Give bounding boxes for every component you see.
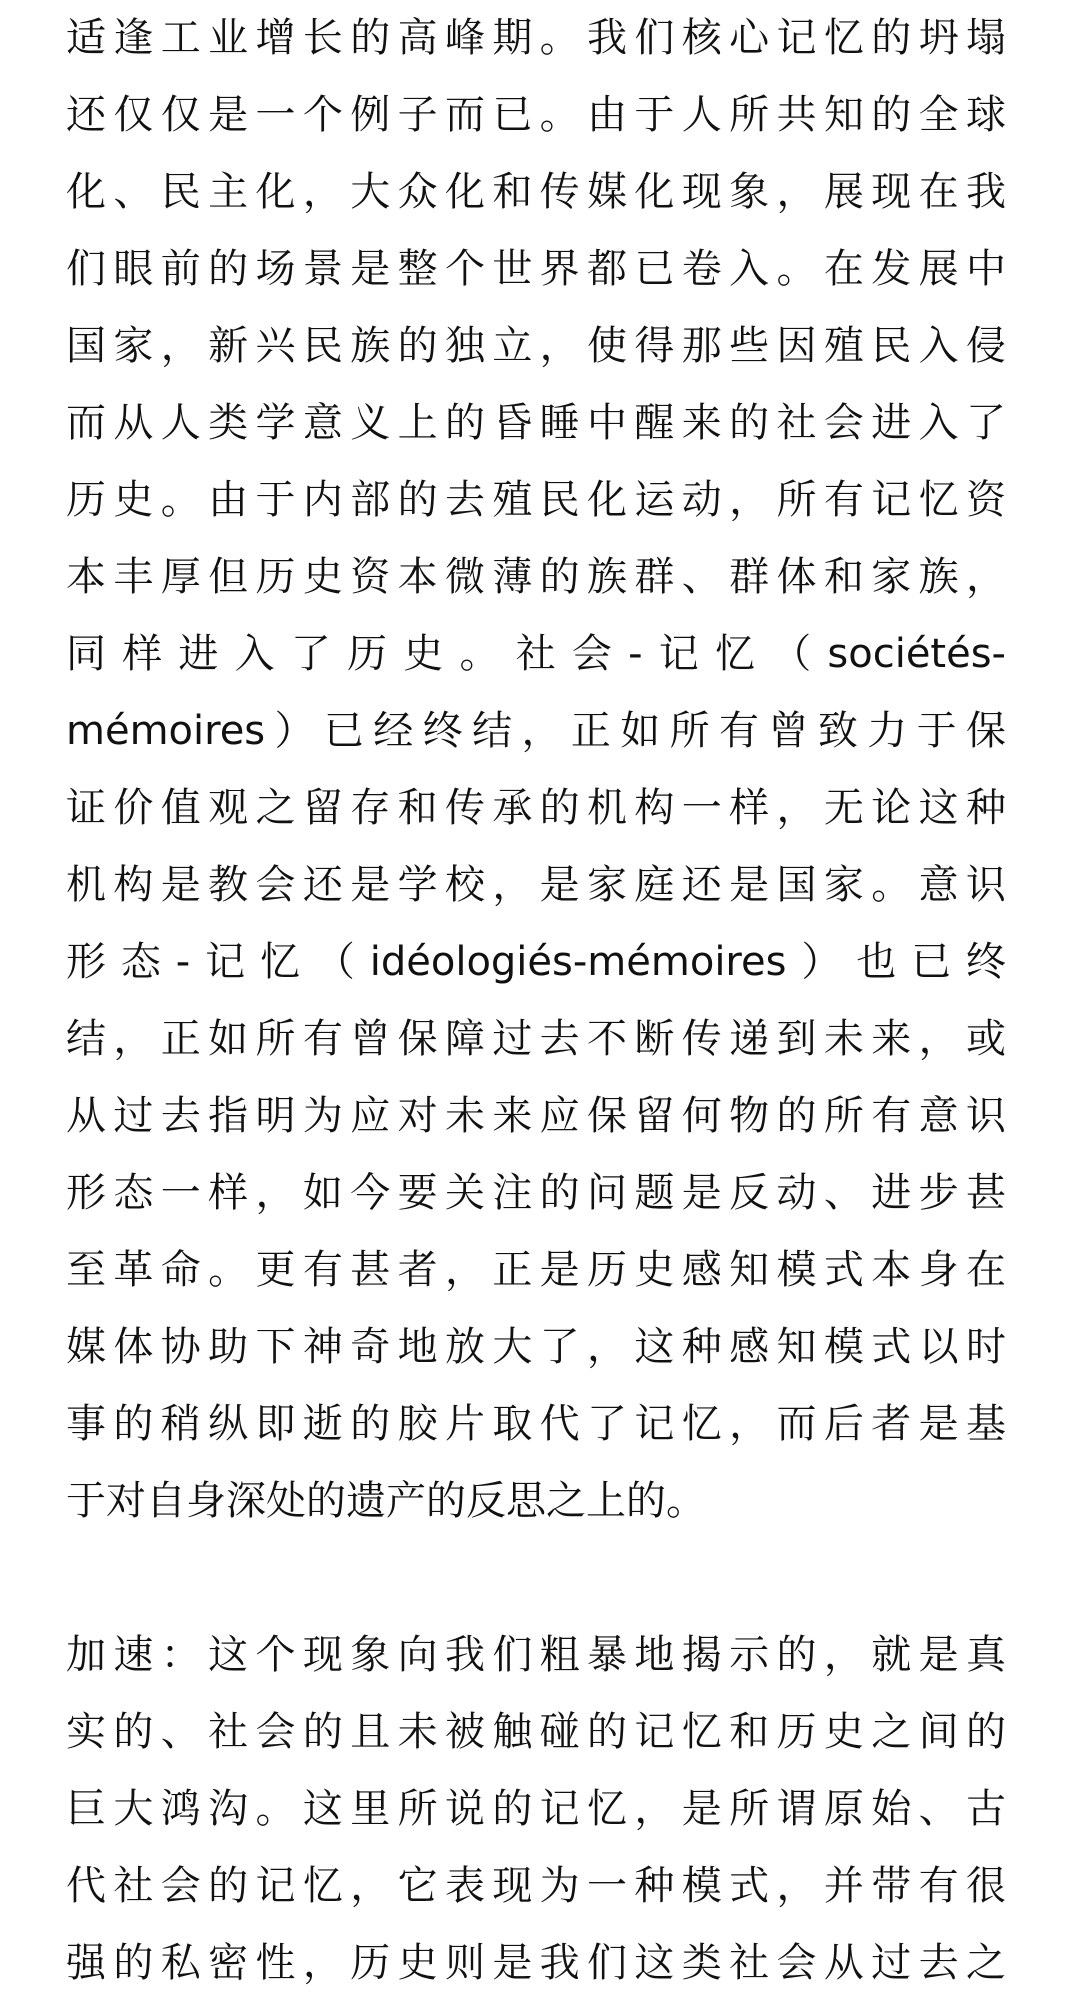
text-line: 形态一样，如今要关注的问题是反动、进步甚 bbox=[66, 1170, 1006, 1216]
paragraph-1 bbox=[66, 0, 1006, 1540]
text-line: 机构是教会还是学校，是家庭还是国家。意识 bbox=[66, 862, 1006, 908]
text-line: 本丰厚但历史资本微薄的族群、群体和家族， bbox=[66, 554, 1006, 600]
text-line: 还仅仅是一个例子而已。由于人所共知的全球 bbox=[66, 92, 1006, 138]
text-line: 加速：这个现象向我们粗暴地揭示的，就是真 bbox=[66, 1632, 1006, 1678]
paragraph-2 bbox=[66, 1617, 1006, 2002]
text-line: 于对自身深处的遗产的反思之上的。 bbox=[66, 1478, 706, 1524]
text-line: 实的、社会的且未被触碰的记忆和历史之间的 bbox=[66, 1709, 1006, 1755]
text-line: 适逢工业增长的高峰期。我们核心记忆的坍塌 bbox=[66, 15, 1006, 61]
text-line: 形态-记忆（idéologiés-mémoires）也已终 bbox=[66, 939, 1006, 985]
article-body bbox=[66, 0, 1006, 2002]
text-line: 证价值观之留存和传承的机构一样，无论这种 bbox=[66, 785, 1006, 831]
text-line: 同样进入了历史。社会-记忆（sociétés- bbox=[66, 631, 1006, 677]
text-line: 而从人类学意义上的昏睡中醒来的社会进入了 bbox=[66, 400, 1006, 446]
text-line: 至革命。更有甚者，正是历史感知模式本身在 bbox=[66, 1247, 1006, 1293]
text-line: 巨大鸿沟。这里所说的记忆，是所谓原始、古 bbox=[66, 1786, 1006, 1832]
text-line: 们眼前的场景是整个世界都已卷入。在发展中 bbox=[66, 246, 1006, 292]
text-line: 历史。由于内部的去殖民化运动，所有记忆资 bbox=[66, 477, 1006, 523]
paragraph-spacer bbox=[66, 1540, 1006, 1617]
text-line: 强的私密性，历史则是我们这类社会从过去之 bbox=[66, 1940, 1006, 1986]
text-line: 结，正如所有曾保障过去不断传递到未来，或 bbox=[66, 1016, 1006, 1062]
text-line: 国家，新兴民族的独立，使得那些因殖民入侵 bbox=[66, 323, 1006, 369]
text-line: 化、民主化，大众化和传媒化现象，展现在我 bbox=[66, 169, 1006, 215]
text-line: 事的稍纵即逝的胶片取代了记忆，而后者是基 bbox=[66, 1401, 1006, 1447]
text-line: 媒体协助下神奇地放大了，这种感知模式以时 bbox=[66, 1324, 1006, 1370]
text-line: mémoires）已经终结，正如所有曾致力于保 bbox=[66, 708, 1006, 754]
text-line: 从过去指明为应对未来应保留何物的所有意识 bbox=[66, 1093, 1006, 1139]
text-line: 代社会的记忆，它表现为一种模式，并带有很 bbox=[66, 1863, 1006, 1909]
